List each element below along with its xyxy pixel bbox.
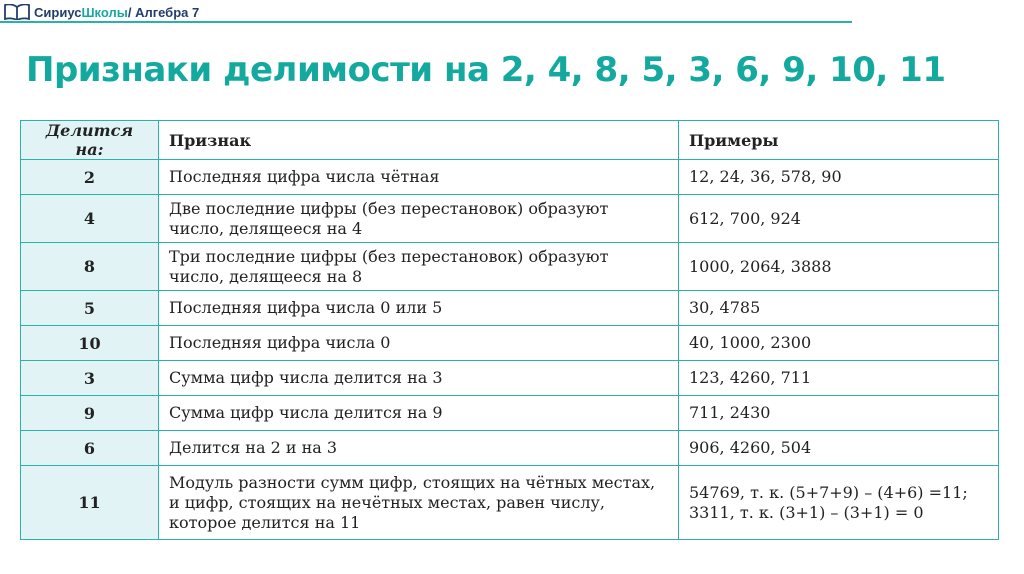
divisor-cell: 9 [21, 396, 159, 431]
examples-cell: 711, 2430 [679, 396, 999, 431]
brand-name: СириусШколы [34, 4, 128, 20]
course-name: / Алгебра 7 [127, 4, 200, 20]
examples-cell: 54769, т. к. (5+7+9) – (4+6) =11; 3311, т. к. (3+1) – (3+1) = 0 [679, 466, 999, 540]
table-row [21, 361, 999, 396]
header-brand [4, 2, 199, 22]
table-row [21, 326, 999, 361]
table-row [21, 396, 999, 431]
table-row [21, 466, 999, 540]
examples-cell: 906, 4260, 504 [679, 431, 999, 466]
examples-cell: 612, 700, 924 [679, 195, 999, 243]
table-row [21, 160, 999, 195]
sign-cell: Последняя цифра числа 0 [159, 326, 679, 361]
sign-cell: Модуль разности сумм цифр, стоящих на чётных местах, и цифр, стоящих на нечётных местах, равен числу, которое делится на 11 [159, 466, 679, 540]
table-row [21, 195, 999, 243]
sign-cell: Три последние цифры (без перестановок) образуют число, делящееся на 8 [159, 243, 679, 291]
divisor-cell: 8 [21, 243, 159, 291]
divisibility-table [20, 120, 999, 540]
examples-cell: 12, 24, 36, 578, 90 [679, 160, 999, 195]
examples-cell: 1000, 2064, 3888 [679, 243, 999, 291]
sign-cell: Сумма цифр числа делится на 3 [159, 361, 679, 396]
page-title: Признаки делимости на 2, 4, 8, 5, 3, 6, 9, 10, 11 [26, 50, 946, 90]
divisor-cell: 4 [21, 195, 159, 243]
divisor-cell: 2 [21, 160, 159, 195]
examples-cell: 40, 1000, 2300 [679, 326, 999, 361]
table-row [21, 291, 999, 326]
table-row [21, 243, 999, 291]
divisor-cell: 3 [21, 361, 159, 396]
sign-cell: Делится на 2 и на 3 [159, 431, 679, 466]
header-divider [0, 21, 852, 23]
sign-cell: Две последние цифры (без перестановок) образуют число, делящееся на 4 [159, 195, 679, 243]
divisor-cell: 11 [21, 466, 159, 540]
header-sign: Признак [159, 121, 679, 160]
header-examples: Примеры [679, 121, 999, 160]
open-book-icon [4, 4, 30, 20]
divisor-cell: 6 [21, 431, 159, 466]
divisor-cell: 10 [21, 326, 159, 361]
sign-cell: Последняя цифра числа 0 или 5 [159, 291, 679, 326]
header-divisor: Делится на: [21, 121, 159, 160]
table-header-row [21, 121, 999, 160]
sign-cell: Последняя цифра числа чётная [159, 160, 679, 195]
examples-cell: 30, 4785 [679, 291, 999, 326]
examples-cell: 123, 4260, 711 [679, 361, 999, 396]
table-row [21, 431, 999, 466]
sign-cell: Сумма цифр числа делится на 9 [159, 396, 679, 431]
divisor-cell: 5 [21, 291, 159, 326]
